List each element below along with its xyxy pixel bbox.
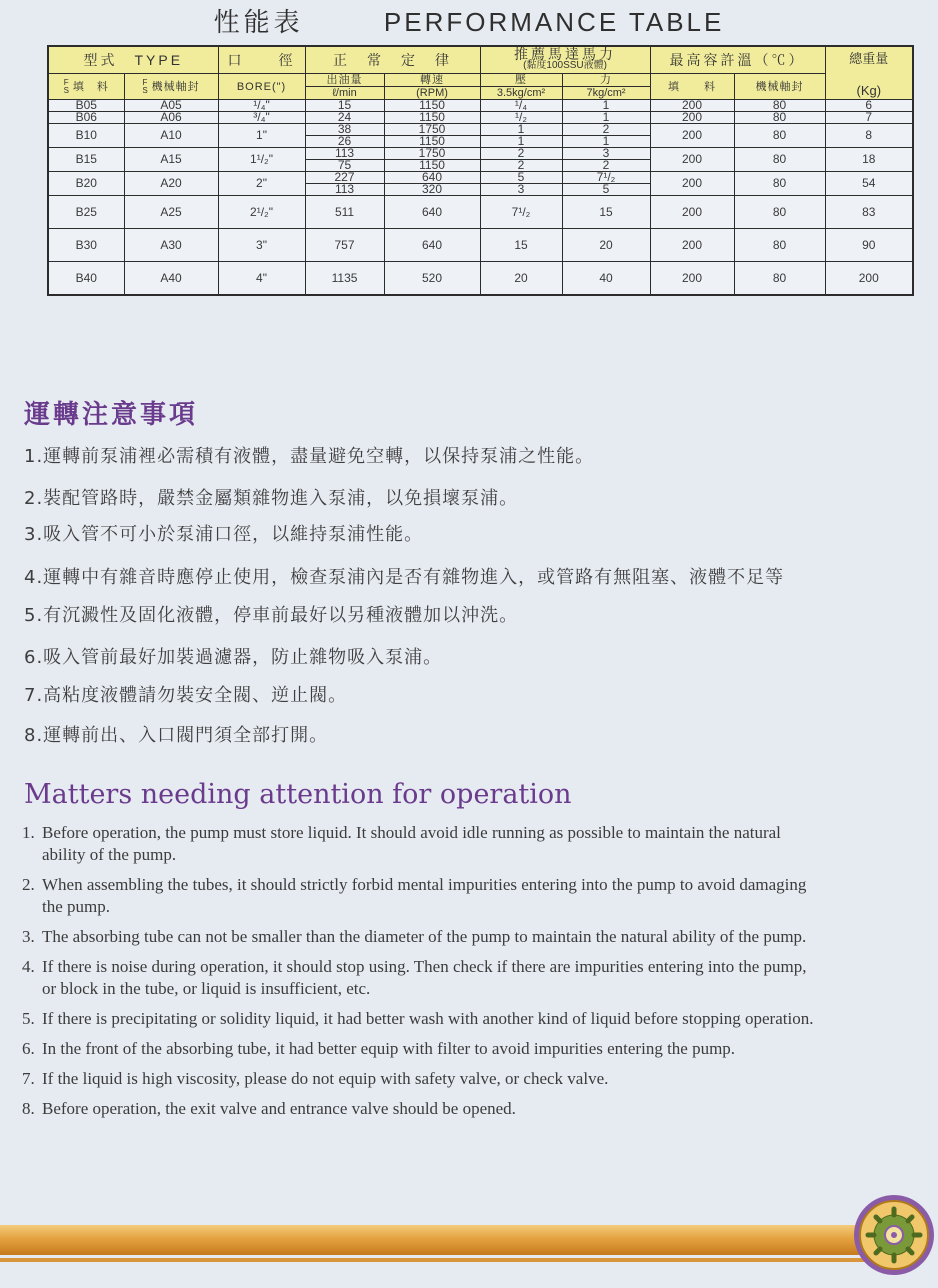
header-temp-seal: 機械軸封 bbox=[734, 74, 825, 100]
table-row bbox=[48, 172, 913, 184]
zh-note-item: 2.裝配管路時，嚴禁金屬類雜物進入泵浦，以免損壞泵浦。 bbox=[24, 488, 519, 509]
cell-hp-7: 1 bbox=[562, 136, 650, 148]
cell-fs-seal: A15 bbox=[124, 148, 218, 172]
cell-hp-35: ¹/₂ bbox=[480, 112, 562, 124]
en-note-item bbox=[22, 1098, 822, 1120]
cell-flow: 38 bbox=[305, 124, 384, 136]
header-pressure-7: 7kg/cm² bbox=[562, 87, 650, 100]
cell-rpm: 1750 bbox=[384, 124, 480, 136]
cell-temp-seal: 80 bbox=[734, 172, 825, 196]
en-note-number: 7. bbox=[22, 1069, 35, 1088]
cell-bore: 3" bbox=[218, 229, 305, 262]
cell-temp-material: 200 bbox=[650, 262, 734, 296]
cell-temp-seal: 80 bbox=[734, 229, 825, 262]
fs-marker bbox=[64, 79, 70, 95]
cell-temp-seal: 80 bbox=[734, 148, 825, 172]
header-weight-label: 總重量 bbox=[849, 51, 889, 66]
cell-fs-material: B15 bbox=[48, 148, 124, 172]
decorative-band bbox=[0, 1225, 890, 1255]
cell-bore: 2¹/₂" bbox=[218, 196, 305, 229]
cell-hp-7: 5 bbox=[562, 184, 650, 196]
cell-fs-seal: A05 bbox=[124, 100, 218, 112]
en-note-text: When assembling the tubes, it should strictly forbid mental impurities entering into the pump to avoid damaging the pump. bbox=[42, 875, 807, 916]
cell-rpm: 640 bbox=[384, 229, 480, 262]
cell-weight: 83 bbox=[825, 196, 913, 229]
header-pressure-35: 3.5kg/cm² bbox=[480, 87, 562, 100]
table-row bbox=[48, 229, 913, 262]
cell-fs-material: B05 bbox=[48, 100, 124, 112]
page-title-en: PERFORMANCE TABLE bbox=[383, 7, 725, 37]
cell-fs-seal: A10 bbox=[124, 124, 218, 148]
cell-rpm: 1150 bbox=[384, 100, 480, 112]
cell-weight: 200 bbox=[825, 262, 913, 296]
cell-fs-material: B25 bbox=[48, 196, 124, 229]
en-note-text: If there is precipitating or solidity liquid, it had better wash with another kind of liquid before stopping operation. bbox=[42, 1009, 814, 1028]
cell-bore: 1" bbox=[218, 124, 305, 148]
header-normal-rule: 正 常 定 律 bbox=[305, 46, 480, 74]
header-horsepower-line2: (黏度100SSU液體) bbox=[523, 60, 607, 71]
zh-notes-heading: 運轉注意事項 bbox=[24, 400, 199, 430]
zh-note-item: 4.運轉中有雜音時應停止使用，檢查泵浦內是否有雜物進入，或管路有無阻塞、液體不足等 bbox=[24, 567, 785, 588]
table-row bbox=[48, 148, 913, 160]
decorative-band-line bbox=[0, 1258, 890, 1262]
page-title-zh: 性能表 bbox=[213, 8, 304, 38]
header-horsepower bbox=[480, 46, 650, 74]
page-title bbox=[0, 2, 938, 39]
header-mech-seal bbox=[124, 74, 218, 100]
header-mech-seal-label: 機械軸封 bbox=[151, 80, 200, 93]
en-note-number: 4. bbox=[22, 957, 35, 976]
header-speed-unit: (RPM) bbox=[384, 87, 480, 100]
table-row bbox=[48, 100, 913, 112]
cell-rpm: 1750 bbox=[384, 148, 480, 160]
header-flow: 出油量 bbox=[305, 74, 384, 87]
cell-fs-seal: A06 bbox=[124, 112, 218, 124]
header-flow-unit: ℓ/min bbox=[305, 87, 384, 100]
en-note-text: In the front of the absorbing tube, it had better equip with filter to avoid impurities entering the pump. bbox=[42, 1039, 736, 1058]
cell-hp-35: 2 bbox=[480, 148, 562, 160]
cell-flow: 24 bbox=[305, 112, 384, 124]
table-row bbox=[48, 112, 913, 124]
cell-flow: 227 bbox=[305, 172, 384, 184]
cell-flow: 511 bbox=[305, 196, 384, 229]
cell-temp-material: 200 bbox=[650, 100, 734, 112]
en-note-text: Before operation, the exit valve and entrance valve should be opened. bbox=[42, 1099, 516, 1118]
zh-note-item: 7.高粘度液體請勿裝安全閥、逆止閥。 bbox=[24, 685, 348, 706]
cell-rpm: 1150 bbox=[384, 136, 480, 148]
cell-hp-35: 20 bbox=[480, 262, 562, 296]
cell-rpm: 640 bbox=[384, 196, 480, 229]
cell-rpm: 1150 bbox=[384, 160, 480, 172]
en-note-text: If the liquid is high viscosity, please do not equip with safety valve, or check valve. bbox=[42, 1069, 609, 1088]
header-max-temp: 最高容許溫（℃） bbox=[650, 46, 825, 74]
en-note-text: The absorbing tube can not be smaller than the diameter of the pump to maintain the natural ability of the pump. bbox=[42, 927, 807, 946]
table-row bbox=[48, 124, 913, 136]
en-notes-list bbox=[22, 822, 822, 1128]
cell-fs-material: B20 bbox=[48, 172, 124, 196]
zh-note-item: 1.運轉前泵浦裡必需積有液體，盡量避免空轉，以保持泵浦之性能。 bbox=[24, 446, 595, 467]
cell-hp-35: 15 bbox=[480, 229, 562, 262]
table-header bbox=[48, 46, 913, 100]
cell-temp-seal: 80 bbox=[734, 262, 825, 296]
fs-marker-bottom: S bbox=[142, 85, 149, 95]
cell-fs-material: B40 bbox=[48, 262, 124, 296]
zh-note-item: 3.吸入管不可小於泵浦口徑，以維持泵浦性能。 bbox=[24, 524, 424, 545]
cell-bore: 4" bbox=[218, 262, 305, 296]
cell-weight: 6 bbox=[825, 100, 913, 112]
en-note-number: 1. bbox=[22, 823, 35, 842]
cell-hp-35: 7¹/₂ bbox=[480, 196, 562, 229]
cell-rpm: 1150 bbox=[384, 112, 480, 124]
fs-marker-top: F bbox=[142, 77, 149, 87]
header-type: 型式 TYPE bbox=[48, 46, 218, 74]
table-row bbox=[48, 196, 913, 229]
cell-weight: 7 bbox=[825, 112, 913, 124]
header-temp-material: 填 料 bbox=[650, 74, 734, 100]
en-note-item bbox=[22, 926, 822, 948]
table-body bbox=[48, 100, 913, 296]
en-note-item bbox=[22, 956, 822, 1000]
cell-weight: 18 bbox=[825, 148, 913, 172]
cell-hp-35: 2 bbox=[480, 160, 562, 172]
cell-temp-seal: 80 bbox=[734, 196, 825, 229]
cell-temp-material: 200 bbox=[650, 196, 734, 229]
cell-hp-35: 1 bbox=[480, 124, 562, 136]
fs-marker bbox=[142, 79, 148, 95]
cell-flow: 113 bbox=[305, 184, 384, 196]
cell-hp-7: 20 bbox=[562, 229, 650, 262]
en-note-item bbox=[22, 822, 822, 866]
cell-flow: 757 bbox=[305, 229, 384, 262]
cell-temp-material: 200 bbox=[650, 172, 734, 196]
header-material bbox=[48, 74, 124, 100]
cell-flow: 26 bbox=[305, 136, 384, 148]
cell-temp-seal: 80 bbox=[734, 124, 825, 148]
cell-bore: ¹/₄" bbox=[218, 100, 305, 112]
cell-hp-35: 3 bbox=[480, 184, 562, 196]
header-pressure: 壓 bbox=[480, 74, 562, 87]
cell-temp-material: 200 bbox=[650, 148, 734, 172]
performance-table bbox=[47, 45, 914, 296]
fs-marker-bottom: S bbox=[63, 85, 70, 95]
cell-hp-7: 3 bbox=[562, 148, 650, 160]
header-material-label: 填 料 bbox=[72, 80, 109, 93]
header-weight-unit: (Kg) bbox=[856, 83, 882, 98]
fs-marker-top: F bbox=[63, 77, 70, 87]
cell-hp-7: 2 bbox=[562, 124, 650, 136]
cell-hp-7: 2 bbox=[562, 160, 650, 172]
header-weight bbox=[825, 46, 913, 100]
en-note-text: If there is noise during operation, it should stop using. Then check if there are impurities entering into the pump, or block in the tube, or liquid is insufficient, etc. bbox=[42, 957, 807, 998]
en-note-item bbox=[22, 1068, 822, 1090]
cell-temp-seal: 80 bbox=[734, 112, 825, 124]
en-note-number: 6. bbox=[22, 1039, 35, 1058]
cell-hp-35: ¹/₄ bbox=[480, 100, 562, 112]
cell-fs-seal: A30 bbox=[124, 229, 218, 262]
cell-hp-7: 7¹/₂ bbox=[562, 172, 650, 184]
cell-temp-material: 200 bbox=[650, 112, 734, 124]
header-force: 力 bbox=[562, 74, 650, 87]
cell-hp-35: 1 bbox=[480, 136, 562, 148]
en-notes-heading: Matters needing attention for operation bbox=[24, 779, 572, 810]
en-note-item bbox=[22, 1038, 822, 1060]
cell-hp-35: 5 bbox=[480, 172, 562, 184]
cell-hp-7: 15 bbox=[562, 196, 650, 229]
cell-rpm: 320 bbox=[384, 184, 480, 196]
cell-fs-material: B30 bbox=[48, 229, 124, 262]
en-note-number: 8. bbox=[22, 1099, 35, 1118]
header-horsepower-line1: 推薦馬達馬力 bbox=[514, 46, 617, 62]
cell-temp-seal: 80 bbox=[734, 100, 825, 112]
cell-rpm: 640 bbox=[384, 172, 480, 184]
cell-hp-7: 40 bbox=[562, 262, 650, 296]
en-note-text: Before operation, the pump must store liquid. It should avoid idle running as possible to maintain the natural ability of the pump. bbox=[42, 823, 781, 864]
zh-note-item: 5.有沉澱性及固化液體，停車前最好以另種液體加以沖洗。 bbox=[24, 605, 519, 626]
cell-flow: 1135 bbox=[305, 262, 384, 296]
header-bore-unit: BORE(") bbox=[218, 74, 305, 100]
en-note-number: 2. bbox=[22, 875, 35, 894]
zh-note-item: 6.吸入管前最好加裝過濾器，防止雜物吸入泵浦。 bbox=[24, 647, 443, 668]
en-note-number: 3. bbox=[22, 927, 35, 946]
cell-temp-material: 200 bbox=[650, 124, 734, 148]
header-speed: 轉速 bbox=[384, 74, 480, 87]
en-note-item bbox=[22, 1008, 822, 1030]
cell-fs-material: B06 bbox=[48, 112, 124, 124]
cell-rpm: 520 bbox=[384, 262, 480, 296]
cell-weight: 90 bbox=[825, 229, 913, 262]
cell-bore: 1¹/₂" bbox=[218, 148, 305, 172]
en-note-number: 5. bbox=[22, 1009, 35, 1028]
cell-hp-7: 1 bbox=[562, 112, 650, 124]
header-bore: 口 徑 bbox=[218, 46, 305, 74]
cell-flow: 113 bbox=[305, 148, 384, 160]
cell-bore: 2" bbox=[218, 172, 305, 196]
cell-weight: 54 bbox=[825, 172, 913, 196]
zh-note-item: 8.運轉前出、入口閥門須全部打開。 bbox=[24, 725, 329, 746]
cell-temp-material: 200 bbox=[650, 229, 734, 262]
cell-flow: 15 bbox=[305, 100, 384, 112]
cell-fs-seal: A25 bbox=[124, 196, 218, 229]
en-note-item bbox=[22, 874, 822, 918]
cell-bore: ³/₄" bbox=[218, 112, 305, 124]
cell-hp-7: 1 bbox=[562, 100, 650, 112]
cell-fs-seal: A20 bbox=[124, 172, 218, 196]
cell-fs-material: B10 bbox=[48, 124, 124, 148]
cell-flow: 75 bbox=[305, 160, 384, 172]
cell-fs-seal: A40 bbox=[124, 262, 218, 296]
cell-weight: 8 bbox=[825, 124, 913, 148]
gear-pump-icon bbox=[852, 1193, 936, 1277]
table-row bbox=[48, 262, 913, 296]
